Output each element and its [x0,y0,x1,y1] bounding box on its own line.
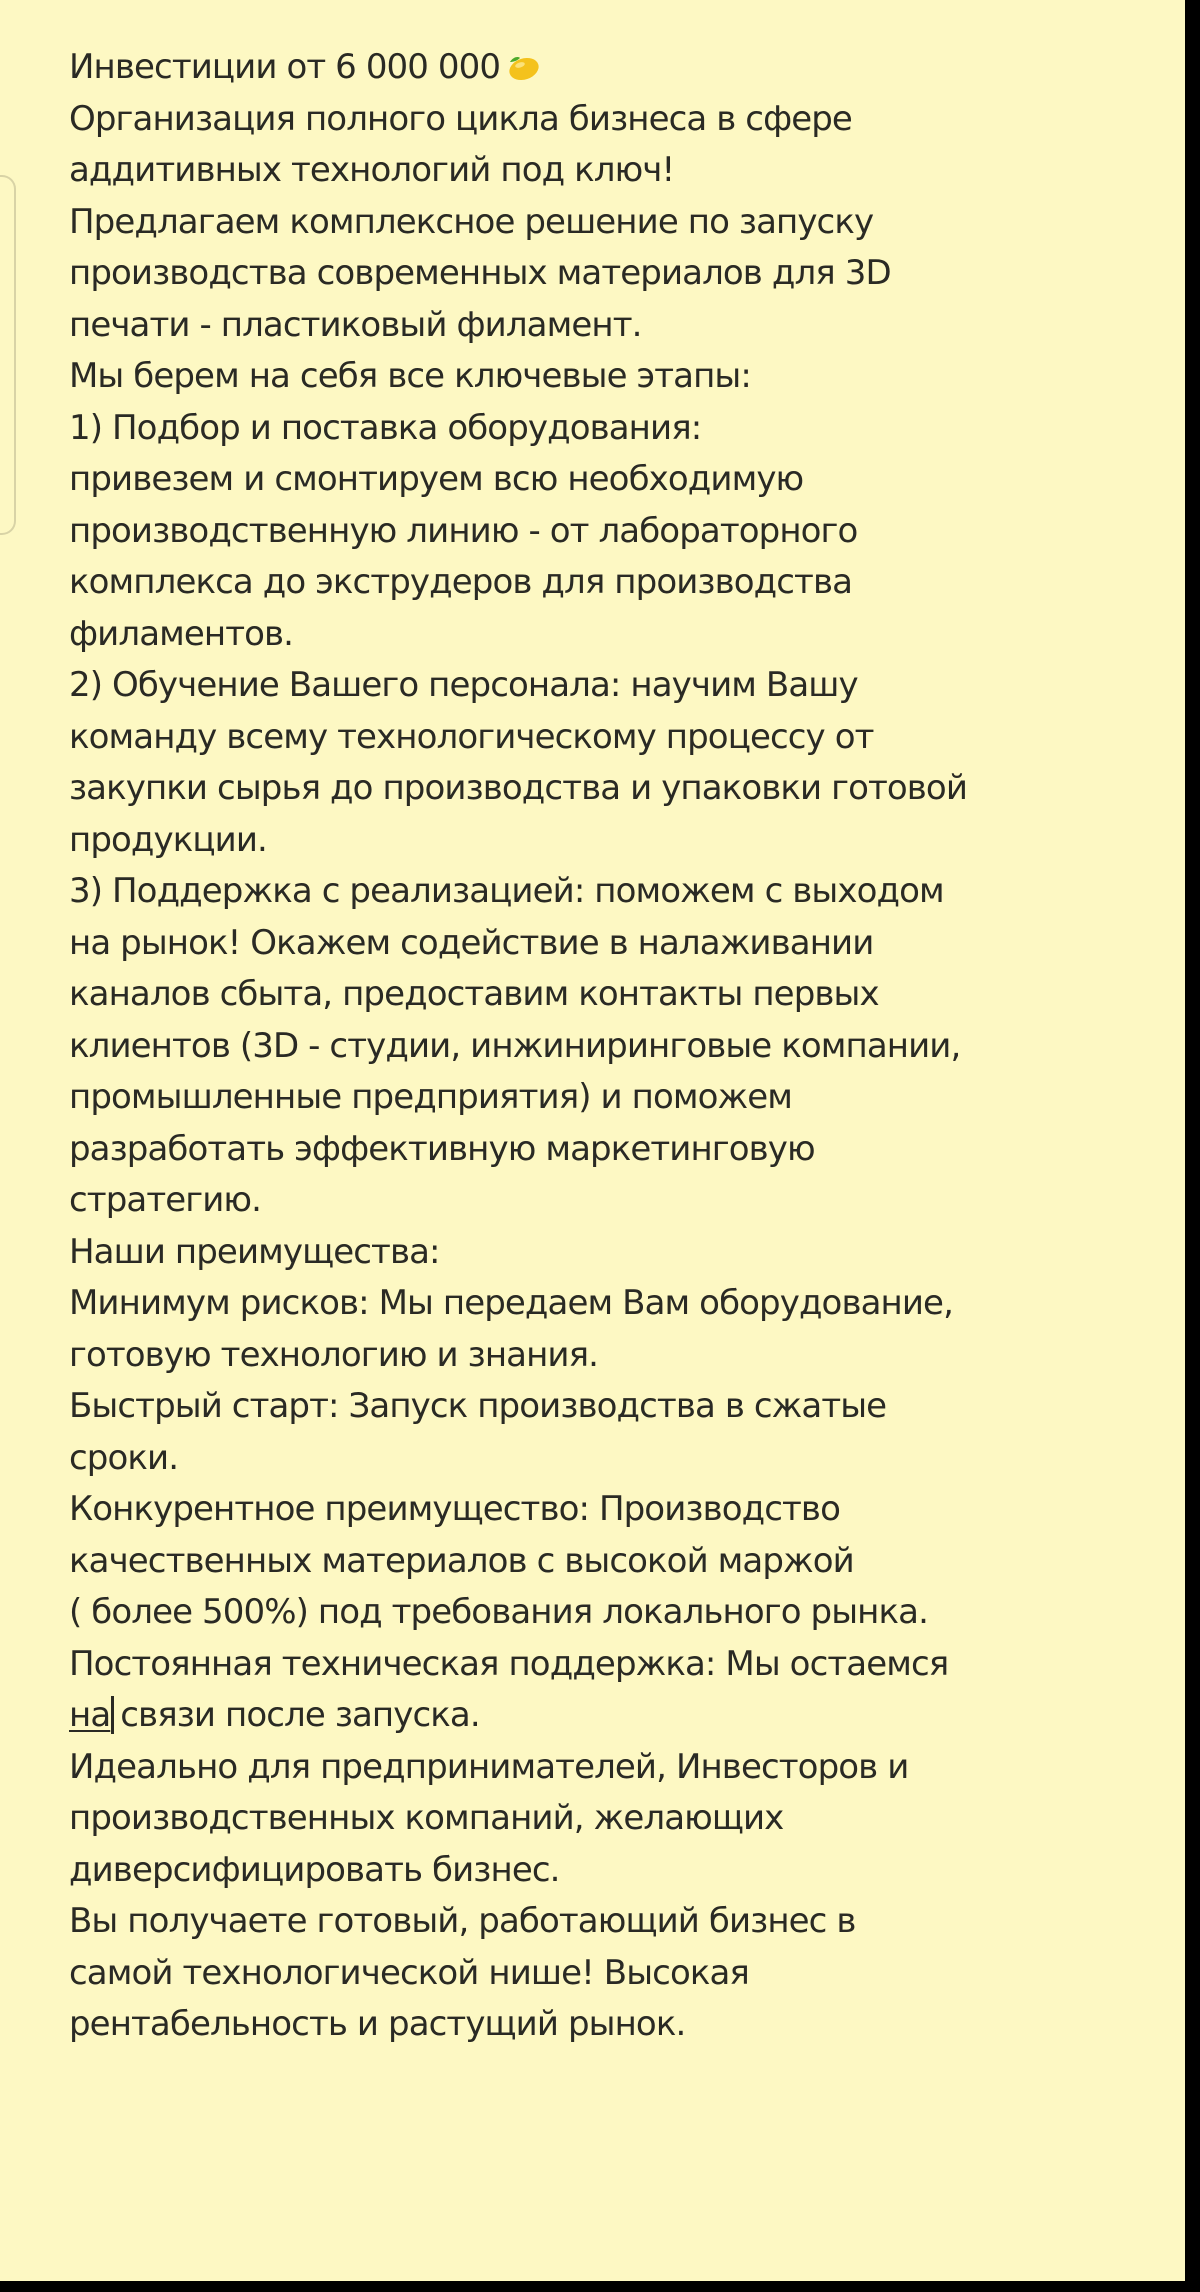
note-line: Конкурентное преимущество: Производство [69,1489,840,1529]
note-line: производственных компаний, желающих [69,1798,784,1838]
note-line: Постоянная техническая поддержка: Мы остаемся [69,1643,949,1684]
note-line: ( более 500%) под требования локального рынка. [69,1592,928,1632]
note-line: Идеально для предпринимателей, Инвесторов и [69,1746,909,1787]
note-line: клиентов (3D - студии, инжиниринговые компании, [69,1025,961,1066]
note-line: качественных материалов с высокой маржой [69,1540,854,1581]
scroll-edge-indicator [0,175,16,535]
note-line: производства современных материалов для 3D [69,253,891,293]
note-text-area[interactable] [69,42,1169,2051]
note-line: Быстрый старт: Запуск производства в сжатые [69,1386,887,1426]
note-line: сроки. [69,1437,179,1478]
note-line: Наши преимущества: [69,1231,440,1272]
note-title: Инвестиции от 6 000 000 [69,47,501,87]
selected-word[interactable]: на [69,1695,111,1735]
note-line: промышленные предприятия) и поможем [69,1077,793,1117]
note-line: самой технологической нише! Высокая [69,1952,749,1993]
note-line: закупки сырья до производства и упаковки готовой [69,768,968,808]
text-cursor [111,1696,114,1734]
note-line-with-caret [69,1690,1169,1742]
note-line: диверсифицировать бизнес. [69,1849,560,1890]
note-line: продукции. [69,819,267,860]
note-line: 3) Поддержка с реализацией: поможем с выходом [69,871,944,911]
lemon-icon [506,53,542,81]
note-line: стратегию. [69,1180,262,1220]
note-title-line [69,42,1169,94]
note-line: Минимум рисков: Мы передаем Вам оборудование, [69,1283,953,1323]
note-line: разработать эффективную маркетинговую [69,1128,815,1169]
note-line: аддитивных технологий под ключ! [69,150,675,190]
note-line: команду всему технологическому процессу от [69,716,874,757]
note-line: привезем и смонтируем всю необходимую [69,459,804,499]
note-line: 2) Обучение Вашего персонала: научим Вашу [69,665,858,705]
note-line: на рынок! Окажем содействие в налаживании [69,922,874,963]
note-line: Организация полного цикла бизнеса в сфере [69,98,852,139]
note-line: Вы получаете готовый, работающий бизнес в [69,1901,856,1941]
note-line: комплекса до экструдеров для производства [69,562,853,602]
note-line: 1) Подбор и поставка оборудования: [69,407,702,448]
note-line: печати - пластиковый филамент. [69,304,642,345]
note-line: Мы берем на себя все ключевые этапы: [69,356,751,396]
note-line: Предлагаем комплексное решение по запуску [69,201,874,242]
note-line: производственную линию - от лабораторного [69,510,858,551]
note-line: каналов сбыта, предоставим контакты первых [69,974,879,1014]
note-line: филаментов. [69,613,294,654]
note-line-rest: связи после запуска. [120,1695,480,1735]
note-line: рентабельность и растущий рынок. [69,2004,686,2044]
note-line: готовую технологию и знания. [69,1334,599,1375]
